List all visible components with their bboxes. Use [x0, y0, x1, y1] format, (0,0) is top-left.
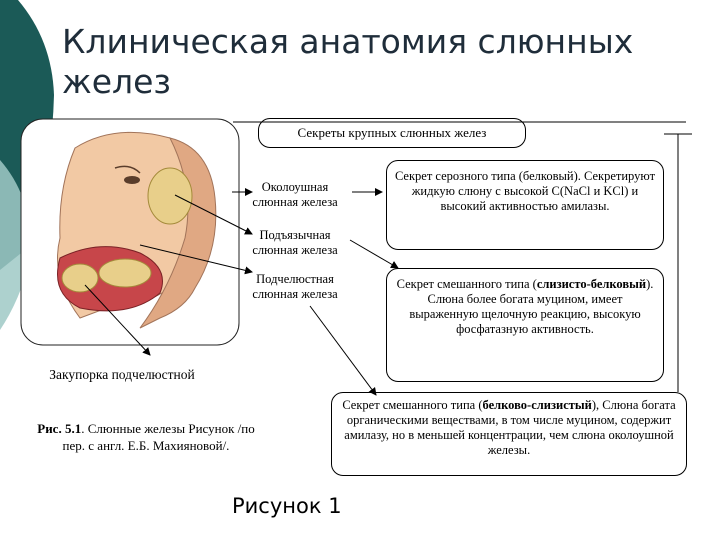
- slide-title: Клиническая анатомия слюнных желез: [62, 22, 634, 101]
- label-submandibular: Подчелюстная слюнная железа: [252, 272, 338, 301]
- serous-secret-text: Секрет серозного типа (белковый). Секретируют жидкую слюну с высокой С(NaCl и KCl) и высокий активностью амилазы.: [394, 169, 656, 213]
- label-blockage: Закупорка подчелюстной: [49, 367, 195, 382]
- protein-mucous-bold: белково-слизистый: [482, 398, 592, 412]
- protein-mucous-post: ), Слюна богата органическими веществами, в том числе муцином, содержит амилазу, но в меньшей концентрации, чем слюна околоушной железы.: [344, 398, 676, 457]
- protein-mucous-pre: Секрет смешанного типа (: [342, 398, 483, 412]
- secrets-header-text: Секреты крупных слюнных желез: [297, 125, 487, 140]
- figure-label: Рисунок 1: [232, 494, 342, 518]
- label-parotid: Околоушная слюнная железа: [252, 180, 338, 209]
- caption-text: . Слюнные железы Рисунок /по пер. с англ. Е.Б. Махияновой/.: [62, 421, 255, 453]
- caption-fig-number: Рис. 5.1: [37, 421, 82, 436]
- label-sublingual: Подъязычная слюнная железа: [252, 228, 338, 257]
- mucous-protein-pre: Секрет смешанного типа (: [396, 277, 537, 291]
- mucous-protein-post: ). Слюна более богата муцином, имеет выраженную щелочную реакцию, высокую фосфатазную активность.: [409, 277, 654, 336]
- figure-caption: [30, 420, 262, 454]
- mucous-protein-bold: слизисто-белковый: [536, 277, 647, 291]
